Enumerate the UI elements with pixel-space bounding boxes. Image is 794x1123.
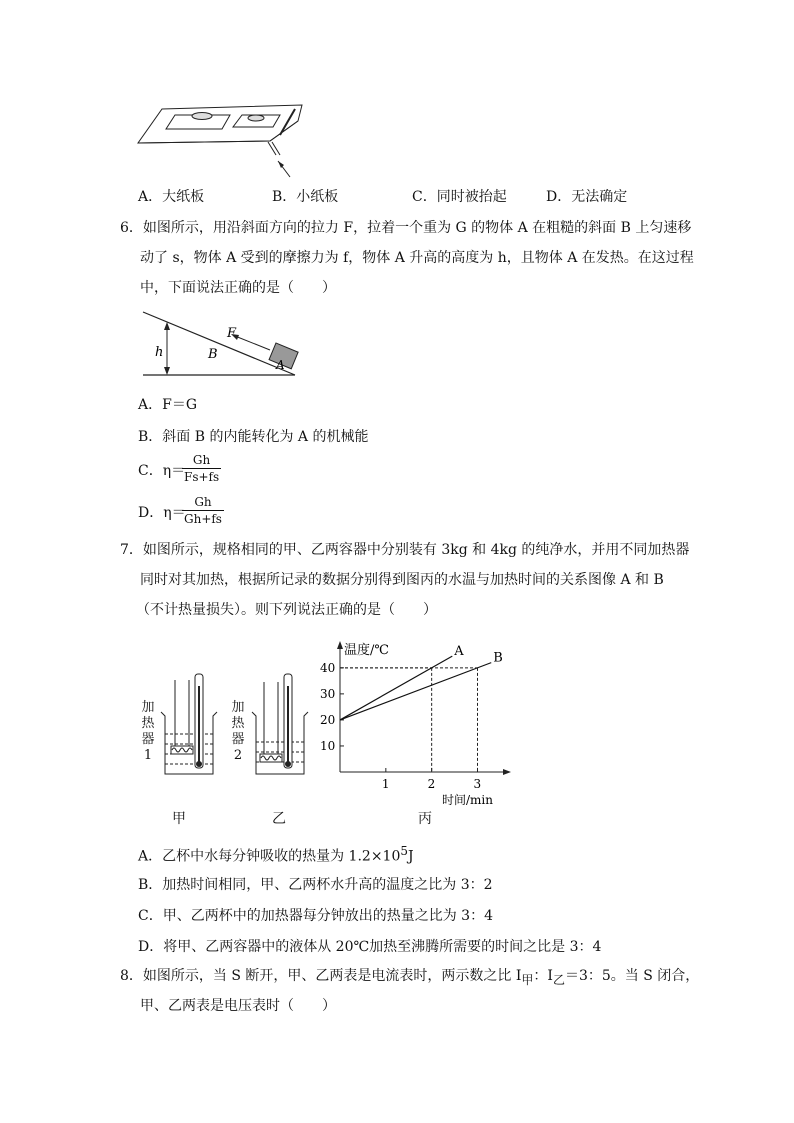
q7-stem-line-3: （不计热量损失）。则下列说法正确的是（ ）	[136, 602, 437, 618]
q6-option-d-fraction	[182, 495, 224, 526]
q5-option-a: A．大纸板	[138, 189, 205, 205]
heater-2-char: 加	[231, 700, 245, 715]
q6-stem-line-2: 动了 s，物体 A 受到的摩擦力为 f，物体 A 升高的高度为 h，且物体 A 在发热。在这过程	[140, 250, 694, 266]
q8-stem-line-2: 甲、乙两表是电压表时（ ）	[140, 998, 336, 1014]
fraction-denominator: Gh+fs	[184, 512, 222, 526]
q8-sub-yi: 乙	[552, 972, 565, 987]
q6-incline-figure	[135, 308, 310, 383]
q8-text-c: ＝3：5。当 S 闭合，	[564, 968, 700, 984]
q6-label-f: F	[227, 326, 237, 341]
heater-1-char: 器	[141, 732, 155, 747]
temperature-time-chart	[310, 632, 520, 812]
caption-jia: 甲	[172, 811, 186, 827]
series-label-a: A	[454, 644, 464, 660]
q6-stem-line-1: 6．如图所示，用沿斜面方向的拉力 F，拉着一个重为 G 的物体 A 在粗糙的斜面 B 上匀速移	[120, 220, 692, 236]
series-label-b: B	[493, 650, 503, 666]
q6-option-c-fraction	[182, 453, 221, 484]
heater-1-char: 1	[143, 748, 153, 763]
q7-option-c: C．甲、乙两杯中的加热器每分钟放出的热量之比为 3：4	[138, 908, 493, 924]
q6-option-d-prefix: D．η＝	[138, 505, 186, 521]
q5-option-d: D．无法确定	[546, 189, 628, 205]
q7-stem-line-1: 7．如图所示，规格相同的甲、乙两容器中分别装有 3kg 和 4kg 的纯净水，并用不同加热器	[120, 542, 690, 558]
q8-sub-jia: 甲	[521, 972, 534, 987]
q6-stem-line-3: 中，下面说法正确的是（ ）	[140, 280, 336, 296]
y-tick-label: 20	[320, 712, 336, 727]
x-tick-label: 1	[381, 777, 390, 791]
x-axis-arrow	[503, 769, 511, 775]
q7-stem-line-2: 同时对其加热，根据所记录的数据分别得到图丙的水温与加热时间的关系图像 A 和 B	[140, 572, 664, 588]
fraction-numerator: Gh	[192, 453, 211, 467]
q7-option-a-unit: J	[408, 848, 414, 865]
q7-option-b: B．加热时间相同，甲、乙两杯水升高的温度之比为 3：2	[138, 877, 493, 893]
x-tick-label: 3	[473, 777, 482, 791]
series-line-b	[340, 663, 491, 720]
caption-yi: 乙	[272, 811, 286, 827]
y-axis-arrow	[337, 641, 343, 649]
q7-option-a-text: A．乙杯中水每分钟吸收的热量为 1.2×10	[138, 848, 401, 865]
q6-label-b: B	[208, 347, 218, 362]
q6-label-h: h	[155, 345, 164, 360]
q8-text-a: 8．如图所示，当 S 断开，甲、乙两表是电流表时，两示数之比 I	[120, 968, 522, 984]
heater-2-char: 2	[233, 748, 243, 763]
q6-label-a: A	[276, 358, 285, 372]
q7-option-a	[138, 844, 414, 866]
q8-stem-line-1	[120, 966, 699, 990]
heater-1-label	[140, 700, 156, 764]
heater-2-char: 器	[231, 732, 245, 747]
chart-y-axis-label: 温度/℃	[344, 643, 389, 658]
q5-figure	[130, 95, 310, 185]
chart-x-axis-label: 时间/min	[442, 793, 493, 807]
y-tick-label: 10	[320, 738, 336, 753]
q8-text-b: ：I	[533, 968, 553, 984]
fraction-bar	[182, 510, 224, 511]
q5-option-c: C．同时被抬起	[412, 189, 507, 205]
beaker-yi-figure	[246, 672, 316, 782]
heater-2-label	[230, 700, 246, 764]
q5-option-b: B．小纸板	[272, 189, 339, 205]
caption-bing: 丙	[418, 811, 432, 827]
q7-option-d: D．将甲、乙两容器中的液体从 20℃加热至沸腾所需要的时间之比是 3：4	[138, 939, 602, 955]
beaker-jia-figure	[155, 672, 225, 782]
q6-option-b: B．斜面 B 的内能转化为 A 的机械能	[138, 429, 369, 445]
heater-1-char: 热	[141, 716, 155, 731]
heater-1-char: 加	[141, 700, 155, 715]
y-tick-label: 40	[320, 660, 336, 675]
x-tick-label: 2	[427, 777, 436, 791]
fraction-numerator: Gh	[194, 495, 212, 509]
fraction-bar	[182, 468, 221, 469]
heater-2-char: 热	[231, 716, 245, 731]
fraction-denominator: Fs+fs	[184, 470, 220, 484]
series-line-a	[340, 656, 452, 720]
q7-option-a-exponent: 5	[400, 844, 409, 858]
y-tick-label: 30	[320, 686, 336, 701]
q6-option-a: A．F＝G	[138, 397, 198, 413]
q6-option-c-prefix: C．η＝	[138, 463, 186, 479]
